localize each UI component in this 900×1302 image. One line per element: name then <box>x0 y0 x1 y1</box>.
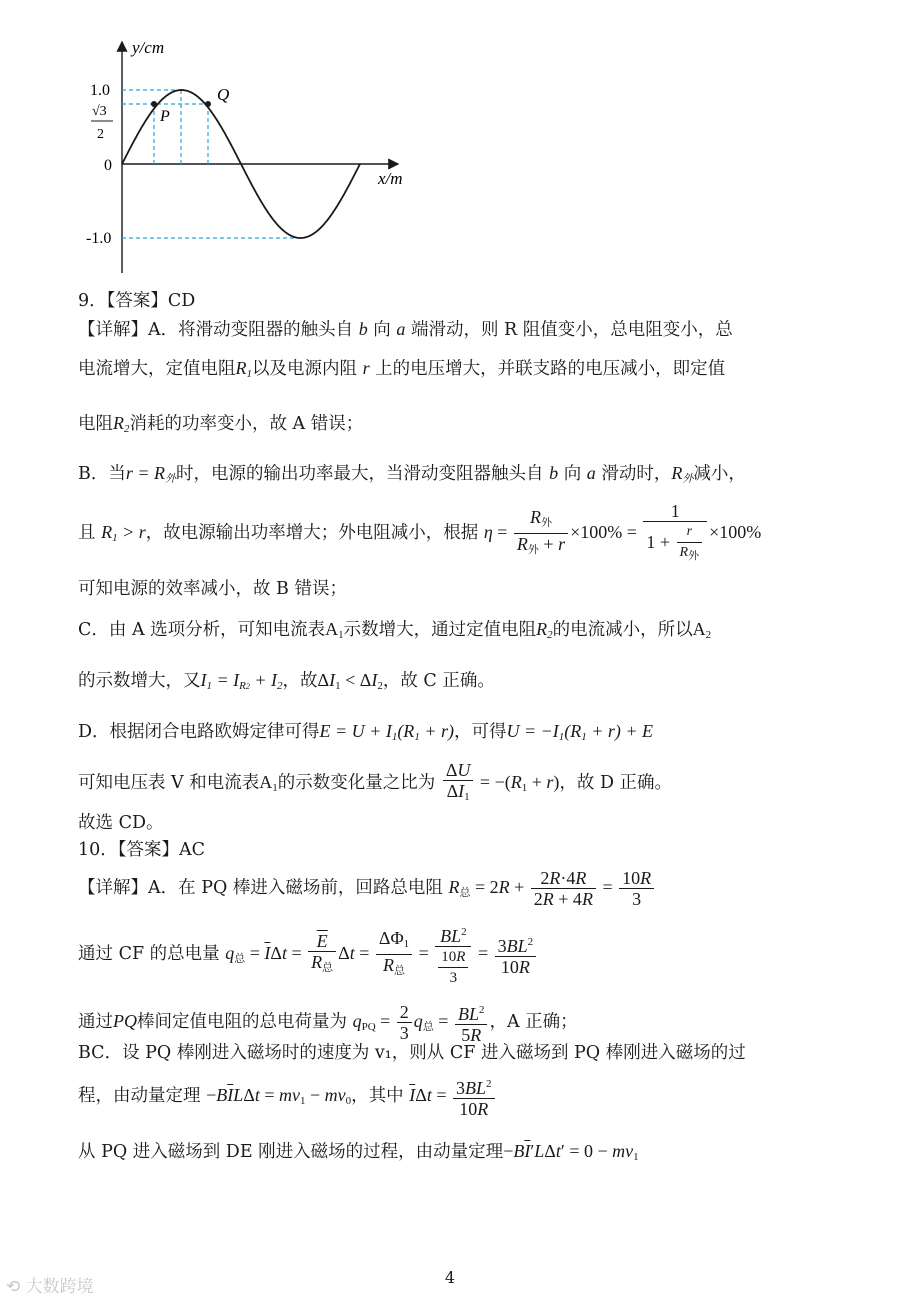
x-axis-label: x/m <box>378 169 403 188</box>
watermark-logo-icon: ⟲ <box>6 1277 21 1297</box>
q10-bc-line3: 从 PQ 进入磁场到 DE 刚进入磁场的过程，由动量定理$-B\overline{I}'L\Delta t' = 0 - mv_1$ <box>78 1141 639 1163</box>
q9-final: 故选 CD。 <box>78 813 164 833</box>
q10-bc-line2: 程，由动量定理 $-B\overline{I}L\Delta t = mv_1 - mv_0$，其中 $\overline{I}\Delta t$ = $\frac{3BL^2}{10R}$ <box>78 1070 497 1126</box>
q10-heading: 10．【答案】AC <box>78 840 206 860</box>
efficiency-formula: η = $\frac{R_外}{R_外 + r}$ ×100% = 1 1 + $\frac{r}{R_外}$ ×100% <box>483 501 762 563</box>
q9-heading: 9．【答案】CD <box>78 291 196 311</box>
q9-a-line2: 电流增大，定值电阻$R_1$以及电源内阻 r 上的电压增大，并联支路的电压减小，即定值 <box>78 358 726 380</box>
page-number: 4 <box>444 1268 456 1287</box>
q10-a-line3: 通过PQ棒间定值电阻的总电荷量为 $q_{PQ}$ = $\frac{2}{3}$ $q_总$ = $\frac{BL^2}{5R}$ ，A 正确； <box>78 1002 578 1046</box>
q9-d-line1: D．根据闭合电路欧姆定律可得$E = U + I_1(R_1 + r)$，可得$U = -I_1(R_1 + r) + E$ <box>78 721 654 743</box>
point-q-label: Q <box>217 85 230 104</box>
y-axis-label: y/cm <box>132 38 165 57</box>
tick-zero: 0 <box>104 157 112 174</box>
tick-bottom: -1.0 <box>86 230 112 247</box>
q9-b-line1: B．当$r = R_外$时，电源的输出功率最大，当滑动变阻器触头自 b 向 a 滑动时，$R_外$减小， <box>78 463 746 485</box>
watermark: ⟲ 大数跨境 <box>6 1277 94 1297</box>
tick-top: 1.0 <box>90 82 110 99</box>
q10-a-line1: 【详解】A．在 PQ 棒进入磁场前，回路总电阻 $R_总 = 2R$ + $\frac{2R\cdot 4R}{2R + 4R}$ = $\frac{10R}{3}$ <box>78 862 656 918</box>
wave-graph <box>80 30 440 285</box>
point-p-label: P <box>160 108 170 125</box>
q9-c-line2: 的示数增大，又$I_1 = I_{R2} + I_2$，故$\Delta I_1 < \Delta I_2$，故 C 正确。 <box>78 670 495 692</box>
q9-a-line1: 【详解】A．将滑动变阻器的触头自 b 向 a 端滑动，则 R 阻值变小，总电阻变小，总 <box>78 319 733 340</box>
q9-c-line1: C．由 A 选项分析，可知电流表$A_1$示数增大，通过定值电阻$R_2$的电流减小，所以$A_2$ <box>78 619 712 641</box>
q9-b-line3: 可知电源的效率减小，故 B 错误； <box>78 579 347 599</box>
tick-sqrt-den: 2 <box>97 127 104 142</box>
tick-sqrt-num: √3 <box>92 104 107 119</box>
q10-bc-line1: BC．设 PQ 棒刚进入磁场时的速度为 v₁，则从 CF 进入磁场到 PQ 棒刚进入磁场的过 <box>78 1043 746 1063</box>
q9-b-line2: 且 $R_1 > r$，故电源输出功率增大；外电阻减小，根据 η = $\frac{R_外}{R_外 + r}$ ×100% = 1 1 + $\frac{r}{R_外}$ ×100% <box>78 501 762 563</box>
point-p-dot <box>151 101 157 107</box>
q9-d-line2: 可知电压表 V 和电流表$A_1$的示数变化量之比为 $\frac{\Delta U}{\Delta I_1}$ = $-(R_1 + r)$，故 D 正确。 <box>78 760 673 804</box>
point-q-dot <box>205 101 211 107</box>
q10-a-line2: 通过 CF 的总电量 $q_总 = \overline{I}\Delta t$ = $\frac{\overline{E}}{R_总}$ Δt = $\frac{\Delta\Phi_1}{R_总}$ = $\frac{BL^2}{\frac{10R}{3}}$ = $\frac{3BL^2}{10R}$ <box>78 918 538 994</box>
q9-a-line3: 电阻$R_2$消耗的功率变小，故 A 错误； <box>78 413 364 435</box>
sine-wave-figure <box>80 30 440 285</box>
